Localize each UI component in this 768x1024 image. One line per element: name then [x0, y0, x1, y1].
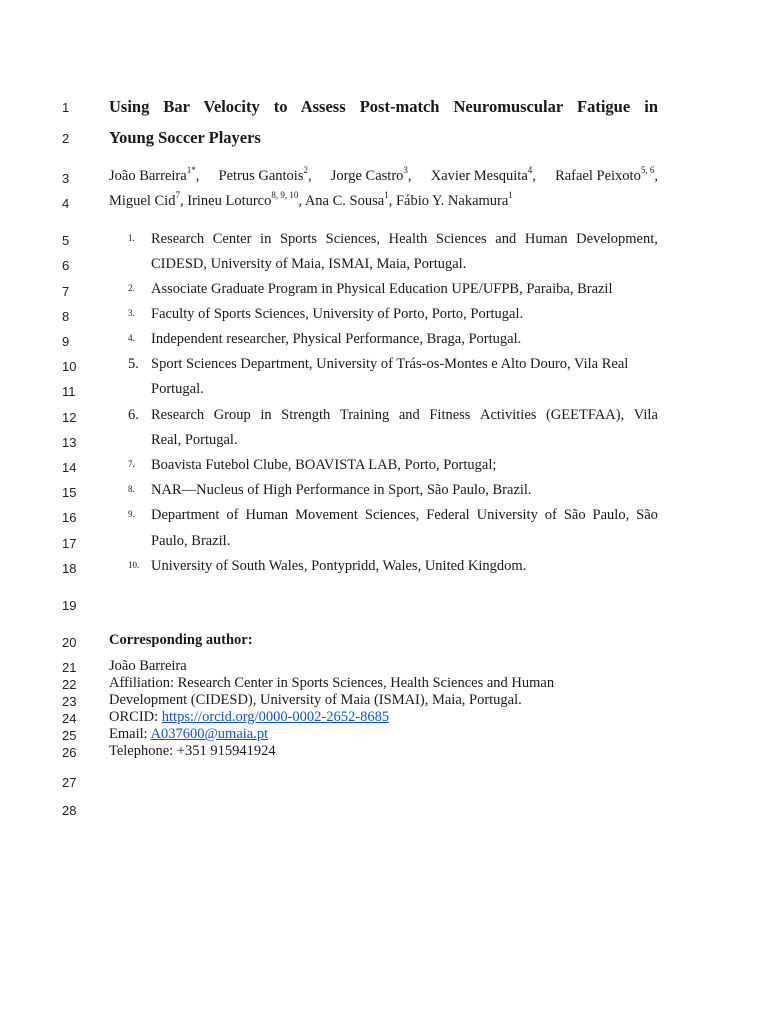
affiliation-text: Research Group in Strength Training and Fitness Activities (GEETFAA), Vila	[151, 407, 658, 423]
paper-title-line-2: Young Soccer Players	[109, 128, 261, 147]
corresponding-heading: Corresponding author:	[109, 632, 253, 648]
line-number: 18	[62, 561, 77, 576]
affiliation-number: 7.	[128, 459, 135, 469]
corresponding-affiliation-1: Affiliation: Research Center in Sports Sciences, Health Sciences and Human	[109, 675, 555, 691]
affiliation-text: Independent researcher, Physical Performance, Braga, Portugal.	[151, 331, 522, 347]
line-number: 9	[62, 334, 70, 349]
line-number: 13	[62, 435, 77, 450]
affiliation-number: 9.	[128, 509, 135, 519]
author: João Barreira$^{1*}$,	[109, 165, 200, 184]
author: Jorge Castro$^3$,	[330, 165, 412, 184]
affiliation-text: NAR—Nucleus of High Performance in Sport, São Paulo, Brazil.	[151, 482, 532, 498]
line-number: 5	[62, 233, 70, 248]
line-number: 10	[62, 359, 77, 374]
affiliation-number: 5.	[128, 356, 139, 372]
affiliation-text: University of South Wales, Pontypridd, Wales, United Kingdom.	[151, 558, 527, 574]
line-number: 1	[62, 100, 70, 115]
author: Miguel Cid$^7$,	[109, 190, 188, 209]
line-number: 6	[62, 258, 70, 273]
line-number: 27	[62, 775, 77, 790]
line-number: 8	[62, 309, 70, 324]
affiliation-text: Real, Portugal.	[151, 432, 238, 448]
line-number: 26	[62, 745, 77, 760]
affiliation-text: Associate Graduate Program in Physical Education UPE/UFPB, Paraiba, Brazil	[151, 281, 613, 297]
line-number: 24	[62, 711, 77, 726]
author-line-1	[109, 165, 658, 185]
author: Xavier Mesquita$^4$,	[430, 165, 536, 184]
paper-title-line-1: Using Bar Velocity to Assess Post-match Neuromuscular Fatigue in	[109, 97, 658, 116]
corresponding-name: João Barreira	[109, 658, 187, 674]
line-number: 19	[62, 598, 77, 613]
affiliation-text: Boavista Futebol Clube, BOAVISTA LAB, Porto, Portugal;	[151, 457, 497, 473]
author: Rafael Peixoto$^{5, 6}$,	[555, 165, 658, 184]
line-number: 17	[62, 536, 77, 551]
email-line	[109, 726, 268, 743]
line-number: 15	[62, 485, 77, 500]
line-number: 21	[62, 660, 77, 675]
line-number: 3	[62, 171, 70, 186]
line-number: 16	[62, 510, 77, 525]
email-link[interactable]: A037600@umaia.pt	[150, 726, 269, 742]
affiliation-number: 10.	[128, 560, 140, 570]
orcid-label: ORCID:	[109, 709, 162, 725]
affiliation-number: 6.	[128, 407, 139, 423]
author: Irineu Loturco$^{8, 9, 10}$,	[187, 190, 305, 209]
author: Ana C. Sousa$^1$,	[304, 190, 396, 209]
orcid-line	[109, 709, 389, 726]
affiliation-text: Department of Human Movement Sciences, Federal University of São Paulo, São	[151, 507, 658, 523]
line-number: 7	[62, 284, 70, 299]
affiliation-text: CIDESD, University of Maia, ISMAI, Maia, Portugal.	[151, 256, 467, 272]
line-number: 28	[62, 803, 77, 818]
affiliation-number: 8.	[128, 484, 135, 494]
email-label: Email:	[109, 726, 151, 742]
orcid-link[interactable]: https://orcid.org/0000-0002-2652-8685	[161, 709, 390, 725]
corresponding-affiliation-2: Development (CIDESD), University of Maia (ISMAI), Maia, Portugal.	[109, 692, 522, 708]
line-number: 22	[62, 677, 77, 692]
author: Petrus Gantois$^2$,	[218, 165, 312, 184]
author: Fábio Y. Nakamura$^1$	[395, 190, 513, 209]
author-line-2	[109, 190, 513, 210]
affiliation-text: Faculty of Sports Sciences, University of Porto, Porto, Portugal.	[151, 306, 524, 322]
line-number: 12	[62, 410, 77, 425]
line-number: 4	[62, 196, 70, 211]
line-number: 20	[62, 635, 77, 650]
affiliation-number: 2.	[128, 283, 135, 293]
affiliation-text: Portugal.	[151, 381, 204, 397]
line-number: 2	[62, 131, 70, 146]
affiliation-text: Paulo, Brazil.	[151, 533, 231, 549]
affiliation-number: 1.	[128, 233, 135, 243]
affiliation-text: Sport Sciences Department, University of Trás-os-Montes e Alto Douro, Vila Real	[151, 356, 629, 372]
telephone-line: Telephone: +351 915941924	[109, 743, 276, 759]
line-number: 25	[62, 728, 77, 743]
line-number: 11	[62, 384, 76, 399]
affiliation-number: 3.	[128, 308, 135, 318]
affiliation-number: 4.	[128, 333, 135, 343]
affiliation-text: Research Center in Sports Sciences, Health Sciences and Human Development,	[151, 231, 658, 247]
line-number: 14	[62, 460, 77, 475]
line-number: 23	[62, 694, 77, 709]
